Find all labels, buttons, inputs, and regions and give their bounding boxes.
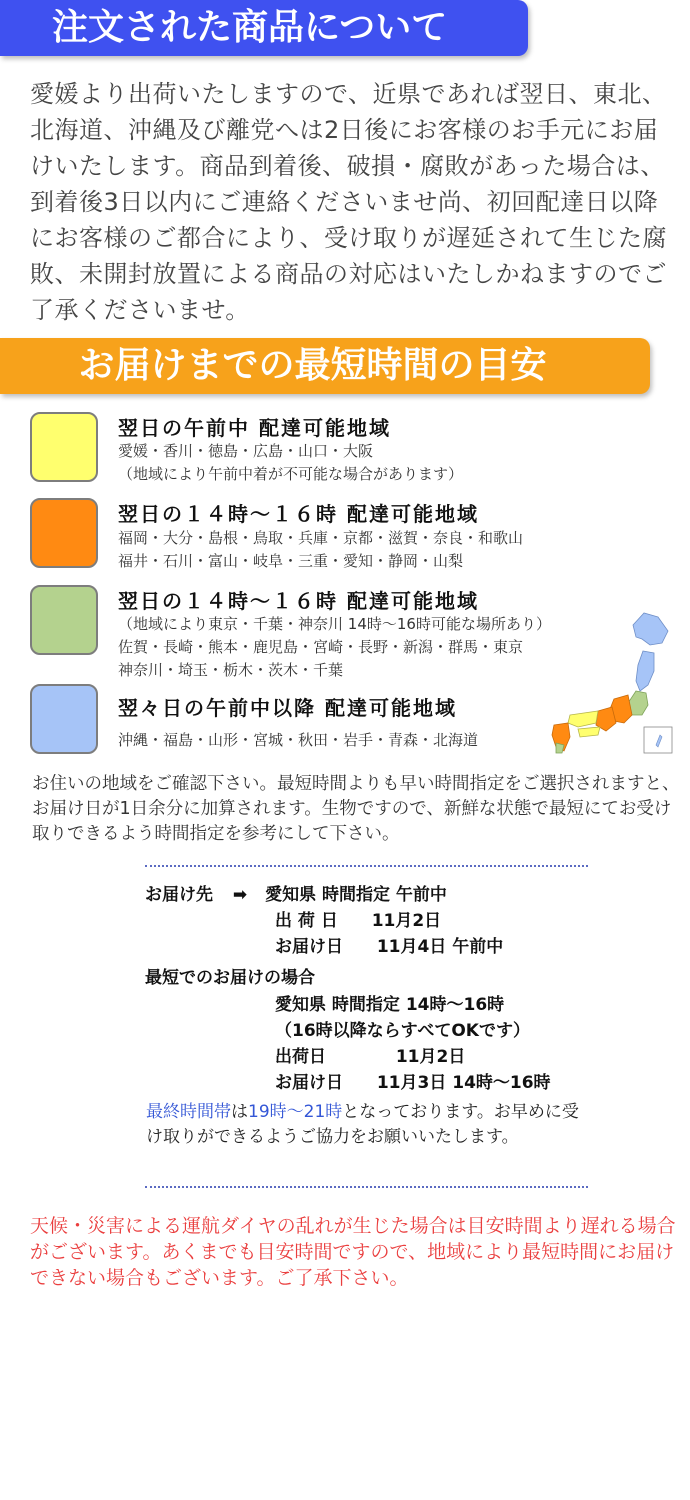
right-arrow-icon: ➡ (232, 885, 248, 905)
section-banner-delivery (0, 338, 650, 394)
arrive2-value: 11月3日 14時〜16時 (376, 1073, 551, 1093)
zone-regions: 愛媛・香川・徳島・広島・山口・大阪 (118, 442, 374, 460)
shortest-note: （16時以降ならすべてOKです） (275, 1021, 530, 1041)
notice-text: お住いの地域をご確認下さい。最短時間よりも早い時間指定をご選択されますと、お届け日が1日余分に加算されます。生物ですので、新鮮な状態で最短にてお受け取りできるよう時間指定を参考にして下さい。 (32, 774, 680, 844)
zone-regions: 佐賀・長崎・熊本・鹿児島・宮崎・長野・新潟・群馬・東京 (118, 638, 524, 656)
zone-regions: 福井・石川・富山・岐阜・三重・愛知・静岡・山梨 (118, 552, 464, 570)
map-region-chugoku (568, 711, 598, 727)
zone-title: 翌日の１４時～１６時 配達可能地域 (118, 502, 479, 526)
final-slot-time: 19時〜21時 (248, 1102, 343, 1122)
warning-text: 天候・災害による運航ダイヤの乱れが生じた場合は目安時間より遅れる場合がございます。あくまでも目安時間ですので、地域により最短時間にお届けできない場合もございます。ご了承下さい。 (30, 1215, 676, 1289)
map-region-shikoku (578, 727, 600, 737)
intro-text: 愛媛より出荷いたしますので、近県であれば翌日、東北、北海道、沖縄及び離党へは2日後にお客様のお手元にお届けいたします。商品到着後、破損・腐敗があった場合は、到着後3日以内にご連絡くださいませ尚、初回配達日以降にお客様のご都合により、受け取りが遅延されて生じた腐敗、未開封放置による商品の対応はいたしかねますのでご了承くださいませ。 (30, 80, 667, 324)
final-slot-particle: は (231, 1102, 248, 1122)
example-destination-row (145, 880, 447, 905)
divider (145, 1186, 588, 1188)
ship2-label: 出荷日 (275, 1047, 326, 1067)
zone-note: （地域により東京・千葉・神奈川 14時〜16時可能な場所あり） (118, 615, 551, 633)
shortest-heading: 最短でのお届けの場合 (145, 968, 315, 988)
zone-color-swatch (30, 498, 98, 568)
map-region-hokkaido (633, 613, 668, 645)
delivery-section-title: お届けまでの最短時間の目安 (78, 345, 547, 386)
example-ship-row (275, 906, 441, 931)
zone-regions: 沖縄・福島・山形・宮城・秋田・岩手・青森・北海道 (118, 731, 479, 749)
example-arrive-row (275, 932, 503, 957)
dest-label: お届け先 (145, 885, 213, 905)
divider (145, 865, 588, 867)
map-region-kyushu-south (556, 743, 564, 753)
example-arrive2-row (275, 1068, 551, 1093)
example-ship2-row (275, 1042, 465, 1067)
final-slot-rest: となっております。お早めに受け取りができるようご協力をお願いいたします。 (146, 1102, 579, 1147)
zone-color-swatch (30, 412, 98, 482)
dest-value: 愛知県 時間指定 午前中 (265, 885, 447, 905)
final-slot-text (146, 1100, 591, 1150)
ship-value: 11月2日 (371, 911, 442, 931)
japan-map-icon (548, 607, 678, 757)
zone-regions: 神奈川・埼玉・栃木・茨木・千葉 (118, 661, 344, 679)
zone-title: 翌日の１４時～１６時 配達可能地域 (118, 589, 479, 613)
final-slot-label: 最終時間帯 (146, 1102, 231, 1122)
arrive-label: お届け日 (275, 937, 343, 957)
map-region-tohoku (636, 651, 654, 691)
zone-title: 翌日の午前中 配達可能地域 (118, 416, 391, 440)
zone-regions: 福岡・大分・島根・鳥取・兵庫・京都・滋賀・奈良・和歌山 (118, 529, 524, 547)
order-section-title: 注文された商品について (52, 7, 448, 48)
arrive-value: 11月4日 午前中 (376, 937, 504, 957)
ship2-value: 11月2日 (395, 1047, 466, 1067)
zone-note: （地域により午前中着が不可能な場合があります） (118, 465, 464, 483)
shortest-line: 愛知県 時間指定 14時〜16時 (275, 995, 505, 1015)
zone-title: 翌々日の午前中以降 配達可能地域 (118, 696, 457, 720)
zone-color-swatch (30, 585, 98, 655)
arrive2-label: お届け日 (275, 1073, 343, 1093)
zone-color-swatch (30, 684, 98, 754)
ship-label: 出 荷 日 (275, 911, 338, 931)
section-banner-order (0, 0, 528, 56)
